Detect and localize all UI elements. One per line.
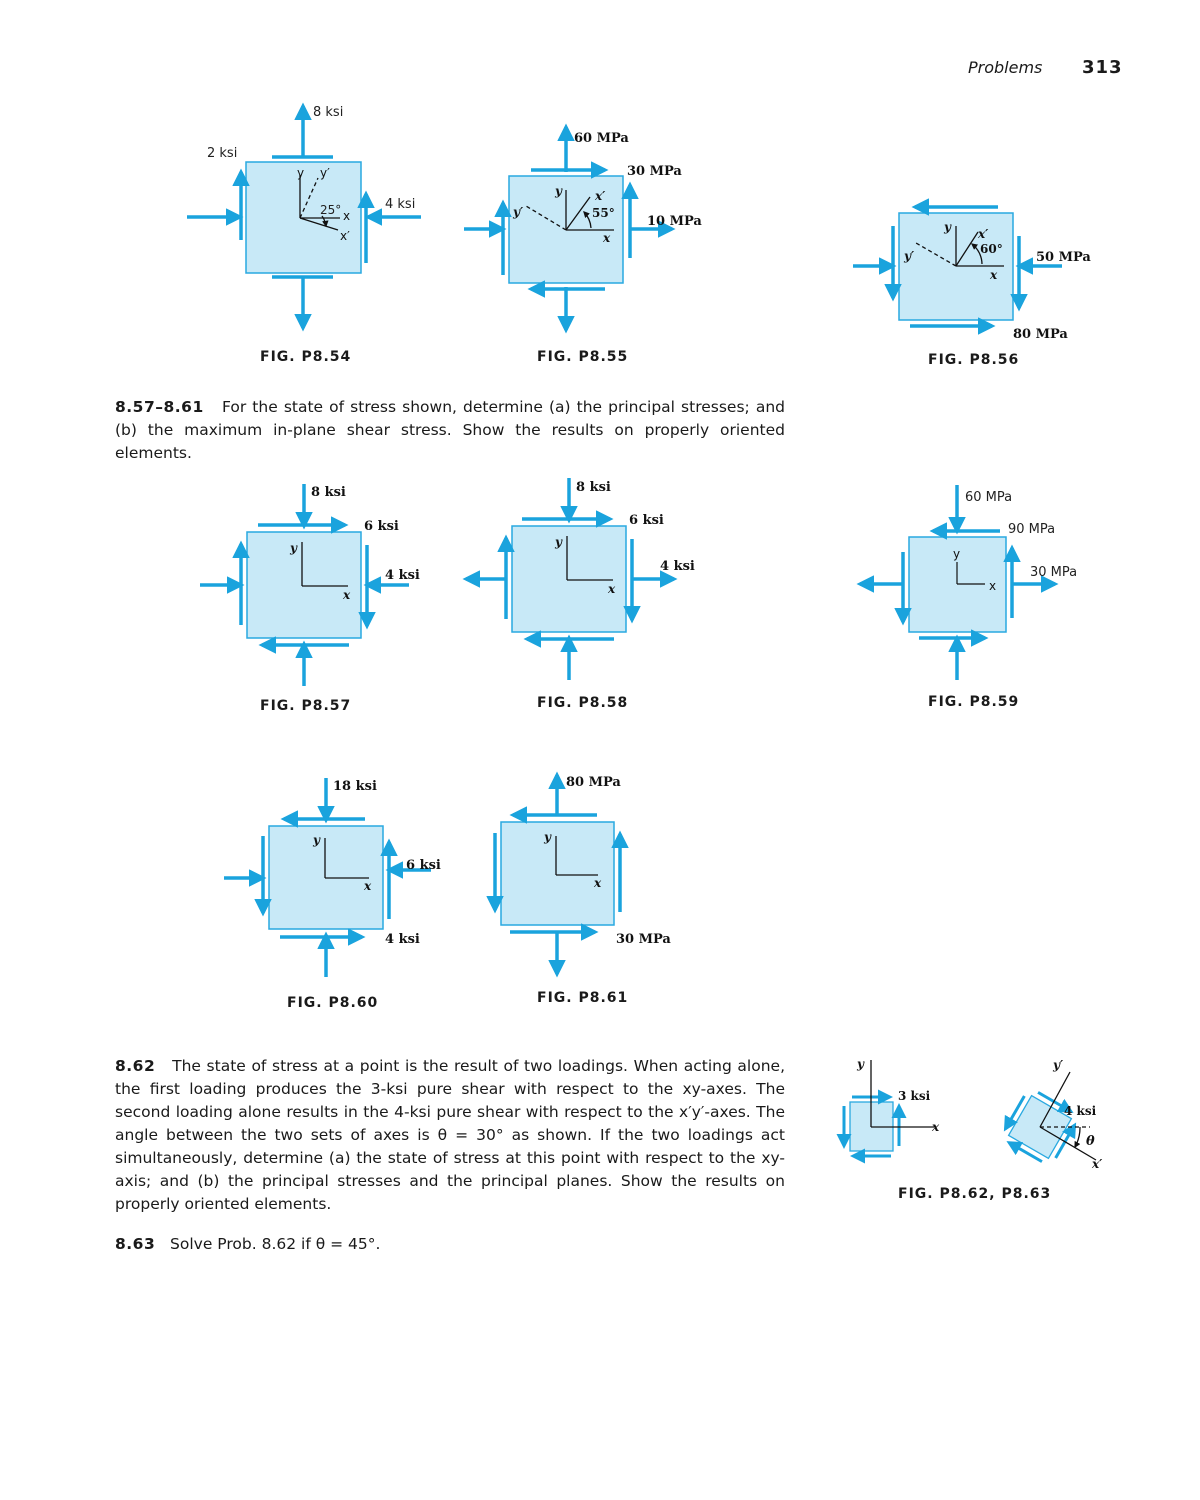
fig-label-p8-58: FIG. P8.58: [537, 695, 629, 711]
p855-axis-yp: y′: [513, 205, 524, 219]
p856-tau-label: 80 MPa: [1013, 327, 1068, 342]
fig-label-p8-61: FIG. P8.61: [537, 990, 629, 1006]
p859-sy-label: 60 MPa: [965, 490, 1013, 505]
fig-label-p8-62-p8-63: FIG. P8.62, P8.63: [898, 1186, 1052, 1202]
p862-axis-x: x: [932, 1120, 940, 1134]
p854-axis-x: x: [343, 209, 351, 223]
p856-sx-label: 50 MPa: [1036, 250, 1091, 265]
p854-axis-xp: x′: [340, 229, 350, 243]
p858-sx-label: 4 ksi: [660, 559, 695, 574]
p855-angle-label: 55°: [592, 206, 615, 220]
problem-number: 8.57–8.61: [115, 398, 204, 416]
problem-text: The state of stress at a point is the result of two loadings. When acting alone, the first loading produces the 3-ksi pure shear with respect to the xy-axes. The second loading alone results in the 4-ksi pure shear with respect to the x′y′-axes. The angle between the two sets of axes is θ = 30° as shown. If the two loadings act simultaneously, determine (a) the state of stress at this point with respect to the xy-axis; and (b) the principal stresses and the principal planes. Show the results on properly oriented elements.: [115, 1057, 785, 1213]
p856-axis-xp: x′: [978, 227, 989, 241]
p855-sx-label: 10 MPa: [647, 214, 702, 229]
fig-label-p8-59: FIG. P8.59: [928, 694, 1020, 710]
p860-sy-label: 18 ksi: [333, 779, 377, 794]
p858-tau-label: 6 ksi: [629, 513, 664, 528]
p861-axis-y: y: [544, 830, 551, 844]
problem-number: 8.63: [115, 1235, 156, 1253]
fig-label-p8-57: FIG. P8.57: [260, 698, 352, 714]
p861-sy-label: 80 MPa: [566, 775, 621, 790]
problem-text: For the state of stress shown, determine (a) the principal stresses; and (b) the maximum in-plane shear stress. Show the results on properly oriented elements.: [115, 398, 785, 462]
p860-axis-y: y: [313, 833, 320, 847]
p861-axis-x: x: [594, 876, 602, 890]
p854-sx-label: 4 ksi: [385, 197, 416, 212]
p860-sx-label: 6 ksi: [406, 858, 441, 873]
p855-sy-label: 60 MPa: [574, 131, 629, 146]
p855-axis-y: y: [555, 184, 562, 198]
p857-tau-label: 6 ksi: [364, 519, 399, 534]
fig-label-p8-55: FIG. P8.55: [537, 349, 629, 365]
p854-tau-label: 2 ksi: [207, 146, 238, 161]
p859-axis-y: y: [953, 547, 961, 561]
p858-axis-y: y: [555, 535, 562, 549]
p861-tau-label: 30 MPa: [616, 932, 671, 947]
p854-angle-label: 25°: [320, 203, 342, 217]
page-number: 313: [1082, 57, 1123, 78]
p857-axis-y: y: [290, 541, 297, 555]
p855-axis-xp: x′: [595, 189, 606, 203]
p862-axis-xp: x′: [1092, 1157, 1103, 1171]
p859-axis-x: x: [989, 579, 997, 593]
p858-sy-label: 8 ksi: [576, 480, 611, 495]
p859-sx-label: 30 MPa: [1030, 565, 1078, 580]
p854-axis-y: y: [297, 166, 305, 180]
p856-angle-label: 60°: [980, 242, 1003, 256]
p856-axis-x: x: [990, 268, 998, 282]
p855-axis-x: x: [603, 231, 611, 245]
p855-tau-label: 30 MPa: [627, 164, 682, 179]
fig-label-p8-56: FIG. P8.56: [928, 352, 1020, 368]
p857-axis-x: x: [343, 588, 351, 602]
p862-axis-y: y: [857, 1057, 864, 1071]
p854-sy-label: 8 ksi: [313, 105, 344, 120]
p860-tau-label: 4 ksi: [385, 932, 420, 947]
problem-text: Solve Prob. 8.62 if θ = 45°.: [170, 1235, 381, 1253]
p857-sy-label: 8 ksi: [311, 485, 346, 500]
fig-label-p8-60: FIG. P8.60: [287, 995, 379, 1011]
p856-axis-yp: y′: [904, 249, 915, 263]
p856-axis-y: y: [944, 220, 951, 234]
p859-tau-label: 90 MPa: [1008, 522, 1056, 537]
p858-axis-x: x: [608, 582, 616, 596]
p862-tau2-label: 4 ksi: [1064, 1104, 1097, 1118]
p862-tau1-label: 3 ksi: [898, 1089, 931, 1103]
p862-axis-yp: y′: [1053, 1058, 1064, 1072]
fig-label-p8-54: FIG. P8.54: [260, 349, 352, 365]
p862-theta-label: θ: [1086, 1134, 1095, 1149]
problem-number: 8.62: [115, 1057, 156, 1075]
running-header-title: Problems: [968, 58, 1043, 77]
p860-axis-x: x: [364, 879, 372, 893]
p857-sx-label: 4 ksi: [385, 568, 420, 583]
p854-axis-yp: y′: [320, 166, 330, 180]
